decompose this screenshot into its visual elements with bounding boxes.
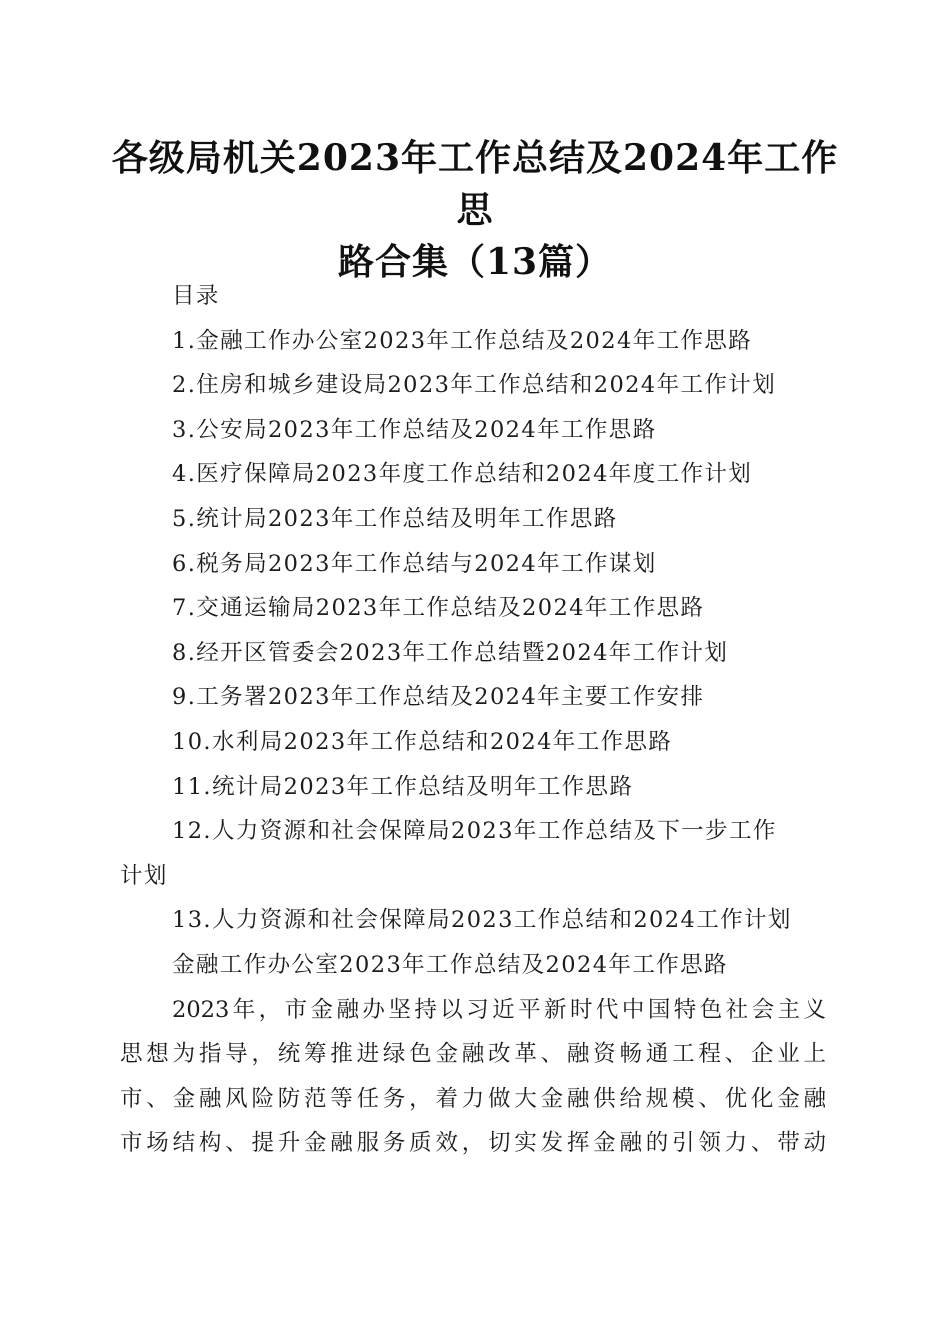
toc-item-12-line-2[interactable]: 计划 — [120, 862, 168, 889]
title-line-1: 各级局机关2023年工作总结及2024年工作思 — [111, 137, 839, 231]
toc-item[interactable]: 4.医疗保障局2023年度工作总结和2024年度工作计划 — [172, 461, 753, 488]
toc-item[interactable]: 10.水利局2023年工作总结和2024年工作思路 — [172, 728, 673, 755]
toc-item[interactable]: 6.税务局2023年工作总结与2024年工作谋划 — [172, 550, 657, 577]
document-title — [100, 132, 850, 288]
toc-item[interactable]: 11.统计局2023年工作总结及明年工作思路 — [172, 773, 634, 800]
toc-item[interactable]: 3.公安局2023年工作总结及2024年工作思路 — [172, 416, 657, 443]
section-heading: 金融工作办公室2023年工作总结及2024年工作思路 — [172, 951, 728, 978]
toc-item-12-line-1[interactable]: 12.人力资源和社会保障局2023年工作总结及下一步工作 — [172, 818, 777, 845]
paragraph-line: 市、金融风险防范等任务，着力做大金融供给规模、优化金融 — [120, 1085, 826, 1112]
toc-item[interactable]: 2.住房和城乡建设局2023年工作总结和2024年工作计划 — [172, 372, 777, 399]
toc-item[interactable]: 5.统计局2023年工作总结及明年工作思路 — [172, 505, 618, 532]
toc-item[interactable]: 7.交通运输局2023年工作总结及2024年工作思路 — [172, 595, 705, 622]
toc-item-13[interactable]: 13.人力资源和社会保障局2023工作总结和2024工作计划 — [172, 907, 792, 934]
toc-heading: 目录 — [172, 283, 220, 309]
toc-item[interactable]: 8.经开区管委会2023年工作总结暨2024年工作计划 — [172, 639, 729, 666]
toc-item[interactable]: 1.金融工作办公室2023年工作总结及2024年工作思路 — [172, 327, 753, 354]
document-body — [120, 274, 826, 1166]
toc-item[interactable]: 9.工务署2023年工作总结及2024年主要工作安排 — [172, 684, 705, 711]
title-line-2: 路合集（13篇） — [337, 241, 613, 283]
paragraph-line: 2023年，市金融办坚持以习近平新时代中国特色社会主义 — [172, 996, 826, 1023]
paragraph-line: 市场结构、提升金融服务质效，切实发挥金融的引领力、带动 — [120, 1130, 826, 1157]
paragraph-line: 思想为指导，统筹推进绿色金融改革、融资畅通工程、企业上 — [120, 1041, 826, 1068]
